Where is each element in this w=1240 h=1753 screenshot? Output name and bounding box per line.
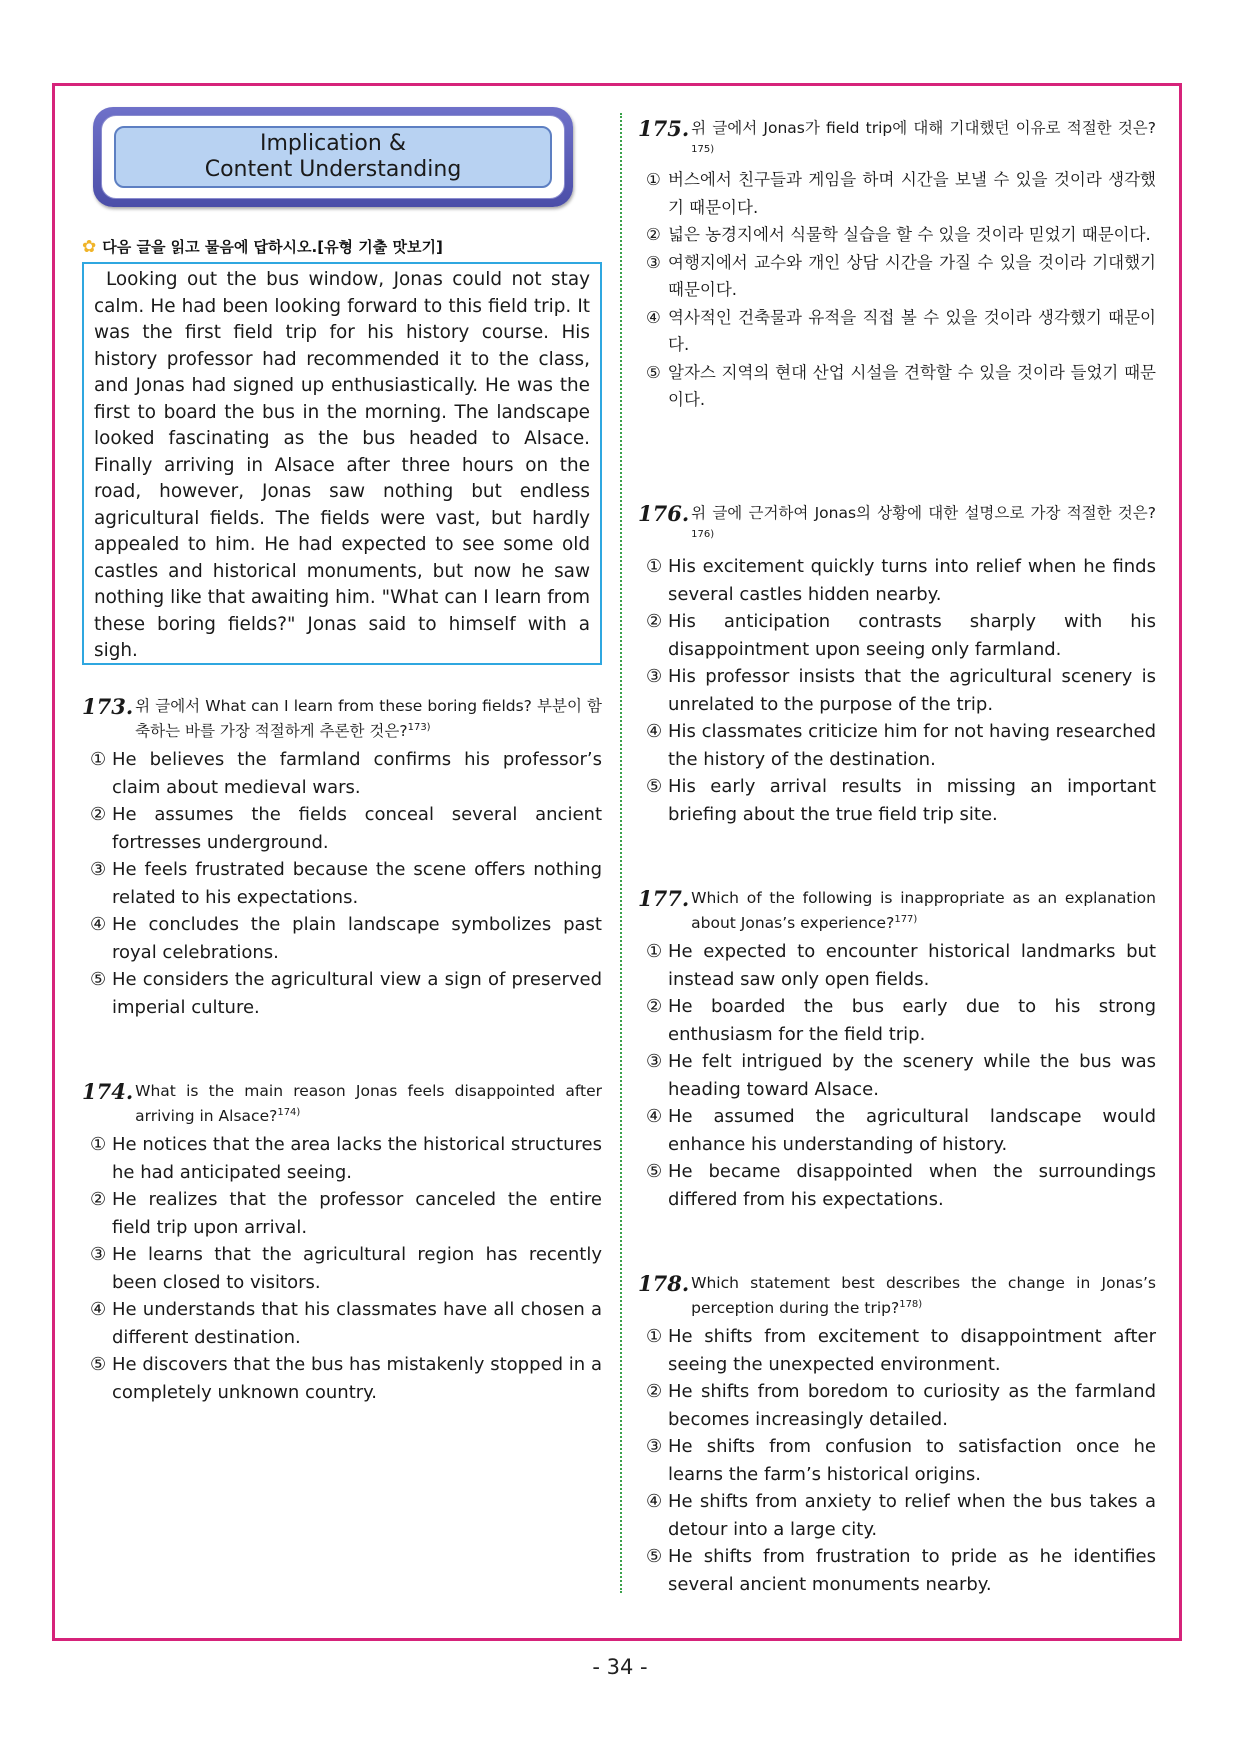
question-173: [82, 695, 602, 1021]
passage-text: Looking out the bus window, Jonas could not stay calm. He had been looking forward to this field trip. It was the first field trip for his history course. His history professor had recommended it to the class, and Jonas had signed up enthusiastically. He was the first to board the bus in the morning. The landscape looked fascinating as the bus headed to Alsace. Finally arriving in Alsace after three hours on the road, however, Jonas saw nothing but endless agricultural fields. The fields were vast, but hardly appealed to him. He had expected to see some old castles and historical monuments, but now he saw nothing like that awaiting him. "What can I learn from these boring fields?" Jonas said to himself with a sigh.: [94, 269, 590, 661]
option[interactable]: ② His anticipation contrasts sharply with his disappointment upon seeing only farmland.: [646, 611, 1156, 660]
question-ref: 175): [691, 144, 715, 155]
instruction-text: 다음 글을 읽고 물음에 답하시오.[유형 기출 맛보기]: [102, 238, 443, 256]
flower-icon: ✿: [82, 236, 97, 257]
option[interactable]: ④ He assumed the agricultural landscape would enhance his understanding of history.: [646, 1106, 1156, 1155]
question-177: [638, 887, 1156, 1213]
question-174: [82, 1080, 602, 1406]
question-text: 위 글에서 What can I learn from these boring fields? 부분이 함축하는 바를 가장 적절하게 추론한 것은?: [135, 697, 602, 741]
question-number: 174.: [82, 1079, 134, 1104]
option[interactable]: ① He expected to encounter historical landmarks but instead saw only open fields.: [646, 941, 1156, 990]
option[interactable]: ③ He felt intrigued by the scenery while the bus was heading toward Alsace.: [646, 1051, 1156, 1100]
question-178: [638, 1272, 1156, 1598]
section-title-line2: Content Understanding: [204, 157, 462, 182]
question-text: What is the main reason Jonas feels disappointed after arriving in Alsace?: [135, 1082, 602, 1126]
option[interactable]: ⑤ He discovers that the bus has mistakenly stopped in a completely unknown country.: [90, 1354, 602, 1403]
question-text: Which of the following is inappropriate as an explanation about Jonas’s experience?: [691, 889, 1156, 933]
question-number: 173.: [82, 694, 134, 719]
option[interactable]: ① 버스에서 친구들과 게임을 하며 시간을 보낼 수 있을 것이라 생각했기 때문이다.: [646, 170, 1156, 217]
question-number: 177.: [638, 886, 690, 911]
option[interactable]: ③ 여행지에서 교수와 개인 상담 시간을 가질 수 있을 것이라 기대했기 때문이다.: [646, 252, 1156, 300]
question-number: 176.: [638, 501, 690, 526]
option[interactable]: ② He shifts from boredom to curiosity as the farmland becomes increasingly detailed.: [646, 1381, 1156, 1430]
section-title-line1: Implication &: [260, 131, 406, 156]
option[interactable]: ② He assumes the fields conceal several ancient fortresses underground.: [90, 804, 602, 853]
section-title-box: [93, 107, 573, 207]
option[interactable]: ⑤ He became disappointed when the surroundings differed from his expectations.: [646, 1161, 1156, 1210]
question-176: [638, 502, 1156, 828]
option[interactable]: ① He shifts from excitement to disappointment after seeing the unexpected environment.: [646, 1326, 1156, 1375]
option[interactable]: ① He notices that the area lacks the historical structures he had anticipated seeing.: [90, 1134, 602, 1183]
option[interactable]: ③ He shifts from confusion to satisfaction once he learns the farm’s historical origins.: [646, 1436, 1156, 1485]
instruction: [82, 236, 443, 257]
option[interactable]: ④ He understands that his classmates have all chosen a different destination.: [90, 1299, 602, 1348]
question-ref: 177): [894, 914, 918, 925]
question-ref: 176): [691, 529, 715, 540]
option[interactable]: ⑤ 알자스 지역의 현대 산업 시설을 견학할 수 있을 것이라 들었기 때문이다.: [646, 362, 1156, 410]
question-ref: 178): [899, 1299, 923, 1310]
question-number: 175.: [638, 116, 690, 141]
option[interactable]: ② 넓은 농경지에서 식물학 실습을 할 수 있을 것이라 믿었기 때문이다.: [646, 225, 1151, 245]
option[interactable]: ① His excitement quickly turns into relief when he finds several castles hidden nearby.: [646, 556, 1156, 605]
option[interactable]: ⑤ His early arrival results in missing an important briefing about the true field trip site.: [646, 776, 1156, 825]
option[interactable]: ④ He shifts from anxiety to relief when the bus takes a detour into a large city.: [646, 1491, 1156, 1540]
question-text: 위 글에 근거하여 Jonas의 상황에 대한 설명으로 가장 적절한 것은?: [691, 504, 1156, 522]
passage-box: [82, 262, 602, 665]
option[interactable]: ⑤ He considers the agricultural view a sign of preserved imperial culture.: [90, 969, 602, 1018]
option[interactable]: ⑤ He shifts from frustration to pride as he identifies several ancient monuments nearby.: [646, 1546, 1156, 1595]
question-175: [638, 117, 1156, 414]
option[interactable]: ③ He feels frustrated because the scene offers nothing related to his expectations.: [90, 859, 602, 908]
option[interactable]: ④ His classmates criticize him for not having researched the history of the destination.: [646, 721, 1156, 770]
question-number: 178.: [638, 1271, 690, 1296]
option[interactable]: ③ His professor insists that the agricultural scenery is unrelated to the purpose of the trip.: [646, 666, 1156, 715]
page-number: - 34 -: [592, 1655, 648, 1679]
option[interactable]: ① He believes the farmland confirms his professor’s claim about medieval wars.: [90, 749, 602, 798]
option[interactable]: ② He realizes that the professor canceled the entire field trip upon arrival.: [90, 1189, 602, 1238]
question-ref: 173): [407, 722, 431, 733]
question-text: 위 글에서 Jonas가 field trip에 대해 기대했던 이유로 적절한 것은?: [691, 119, 1156, 137]
option[interactable]: ③ He learns that the agricultural region has recently been closed to visitors.: [90, 1244, 602, 1293]
option[interactable]: ④ 역사적인 건축물과 유적을 직접 볼 수 있을 것이라 생각했기 때문이다.: [646, 307, 1156, 355]
column-divider: [620, 113, 622, 1593]
option[interactable]: ② He boarded the bus early due to his strong enthusiasm for the field trip.: [646, 996, 1156, 1045]
question-text: Which statement best describes the change in Jonas’s perception during the trip?: [691, 1274, 1156, 1318]
option[interactable]: ④ He concludes the plain landscape symbolizes past royal celebrations.: [90, 914, 602, 963]
question-ref: 174): [277, 1107, 301, 1118]
